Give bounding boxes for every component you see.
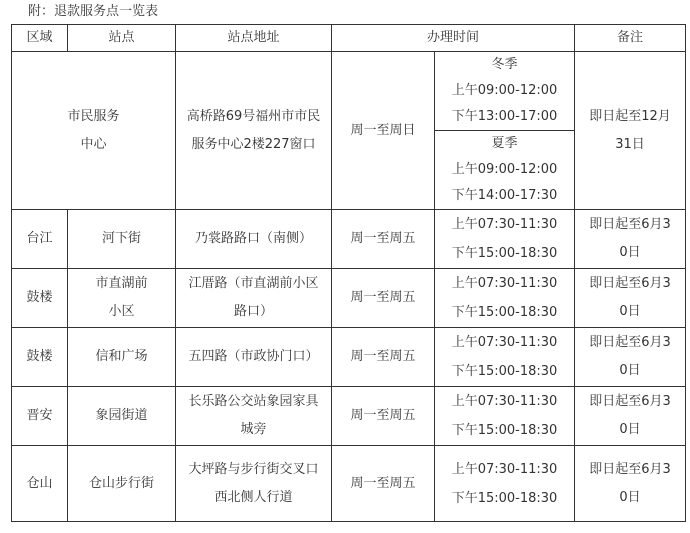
refund-points-table bbox=[11, 24, 686, 522]
winter-pm: 下午13:00-17:00 bbox=[451, 109, 558, 124]
days-cell: 周一至周五 bbox=[332, 328, 435, 387]
hours-am: 上午07:30-11:30 bbox=[451, 217, 558, 232]
days-cell: 周一至周五 bbox=[332, 269, 435, 328]
note-line: 即日起至6月3 bbox=[589, 461, 671, 477]
hours-pm: 下午15:00-18:30 bbox=[451, 423, 558, 438]
region-cell: 鼓楼 bbox=[12, 269, 68, 328]
hours-pm: 下午15:00-18:30 bbox=[451, 305, 558, 320]
note-line: 0日 bbox=[619, 245, 641, 260]
station-line: 象园街道 bbox=[95, 408, 148, 423]
table-row bbox=[12, 269, 686, 328]
station-cell bbox=[68, 269, 176, 328]
header-hours: 办理时间 bbox=[332, 25, 575, 52]
note-cell bbox=[575, 52, 686, 210]
note-line: 0日 bbox=[619, 422, 641, 437]
address-line: 五四路（市政协门口） bbox=[188, 349, 319, 364]
hours-cell bbox=[435, 387, 575, 446]
note-line: 0日 bbox=[619, 304, 641, 319]
summer-title: 夏季 bbox=[491, 136, 518, 151]
hours-cell bbox=[435, 210, 575, 269]
address-line: 路口） bbox=[233, 304, 273, 319]
station-cell bbox=[68, 446, 176, 522]
hours-am: 上午07:30-11:30 bbox=[451, 276, 558, 291]
hours-pm: 下午15:00-18:30 bbox=[451, 364, 558, 379]
table-row bbox=[12, 52, 686, 131]
table-row bbox=[12, 328, 686, 387]
station-line: 河下街 bbox=[101, 231, 141, 246]
station-cell bbox=[68, 328, 176, 387]
station-line: 市民服务 bbox=[67, 108, 120, 124]
hours-am: 上午07:30-11:30 bbox=[451, 335, 558, 350]
days-cell: 周一至周日 bbox=[332, 52, 435, 210]
hours-am: 上午07:30-11:30 bbox=[451, 461, 558, 477]
summer-pm: 下午14:00-17:30 bbox=[451, 188, 558, 203]
days-cell: 周一至周五 bbox=[332, 446, 435, 522]
table-row bbox=[12, 210, 686, 269]
station-line: 中心 bbox=[80, 136, 107, 152]
note-line: 即日起至6月3 bbox=[589, 394, 671, 409]
address-line: 西北侧人行道 bbox=[214, 489, 293, 505]
days-cell: 周一至周五 bbox=[332, 387, 435, 446]
station-line: 小区 bbox=[108, 304, 135, 319]
hours-pm: 下午15:00-18:30 bbox=[451, 490, 558, 506]
hours-cell bbox=[435, 328, 575, 387]
hours-cell bbox=[435, 446, 575, 522]
note-cell bbox=[575, 210, 686, 269]
summer-hours-cell bbox=[435, 131, 575, 210]
address-line: 城旁 bbox=[240, 422, 267, 437]
address-cell bbox=[176, 210, 332, 269]
station-cell bbox=[68, 387, 176, 446]
note-line: 即日起至12月 bbox=[589, 108, 671, 124]
hours-am: 上午07:30-11:30 bbox=[451, 394, 558, 409]
region-cell: 鼓楼 bbox=[12, 328, 68, 387]
station-line: 信和广场 bbox=[95, 349, 148, 364]
address-cell bbox=[176, 52, 332, 210]
table-caption: 附：退款服务点一览表 bbox=[28, 4, 159, 19]
winter-am: 上午09:00-12:00 bbox=[451, 83, 558, 98]
header-address: 站点地址 bbox=[176, 25, 332, 52]
table-row bbox=[12, 387, 686, 446]
region-cell: 晋安 bbox=[12, 387, 68, 446]
address-line: 乃裳路路口（南侧） bbox=[194, 231, 312, 246]
header-note: 备注 bbox=[575, 25, 686, 52]
station-line: 市直湖前 bbox=[95, 276, 148, 291]
address-line: 高桥路69号福州市市民 bbox=[186, 108, 321, 124]
station-line: 仓山步行街 bbox=[88, 475, 154, 491]
header-station: 站点 bbox=[68, 25, 176, 52]
address-line: 江厝路（市直湖前小区 bbox=[188, 276, 319, 291]
address-line: 长乐路公交站象园家具 bbox=[188, 394, 319, 409]
note-cell bbox=[575, 269, 686, 328]
winter-title: 冬季 bbox=[491, 57, 518, 72]
hours-cell bbox=[435, 269, 575, 328]
station-cell bbox=[68, 210, 176, 269]
region-cell: 仓山 bbox=[12, 446, 68, 522]
note-line: 即日起至6月3 bbox=[589, 335, 671, 350]
station-cell bbox=[12, 52, 176, 210]
note-line: 即日起至6月3 bbox=[589, 276, 671, 291]
table-row bbox=[12, 446, 686, 522]
address-line: 大坪路与步行街交叉口 bbox=[188, 461, 319, 477]
address-cell bbox=[176, 387, 332, 446]
address-cell bbox=[176, 328, 332, 387]
note-line: 31日 bbox=[615, 136, 645, 152]
table-header-row bbox=[12, 25, 686, 52]
note-line: 即日起至6月3 bbox=[589, 217, 671, 232]
winter-hours-cell bbox=[435, 52, 575, 131]
note-cell bbox=[575, 446, 686, 522]
region-cell: 台江 bbox=[12, 210, 68, 269]
header-region: 区域 bbox=[12, 25, 68, 52]
note-line: 0日 bbox=[619, 363, 641, 378]
note-cell bbox=[575, 328, 686, 387]
address-line: 服务中心2楼227窗口 bbox=[191, 136, 316, 152]
note-line: 0日 bbox=[619, 489, 641, 505]
note-cell bbox=[575, 387, 686, 446]
days-cell: 周一至周五 bbox=[332, 210, 435, 269]
address-cell bbox=[176, 446, 332, 522]
summer-am: 上午09:00-12:00 bbox=[451, 162, 558, 177]
hours-pm: 下午15:00-18:30 bbox=[451, 246, 558, 261]
address-cell bbox=[176, 269, 332, 328]
